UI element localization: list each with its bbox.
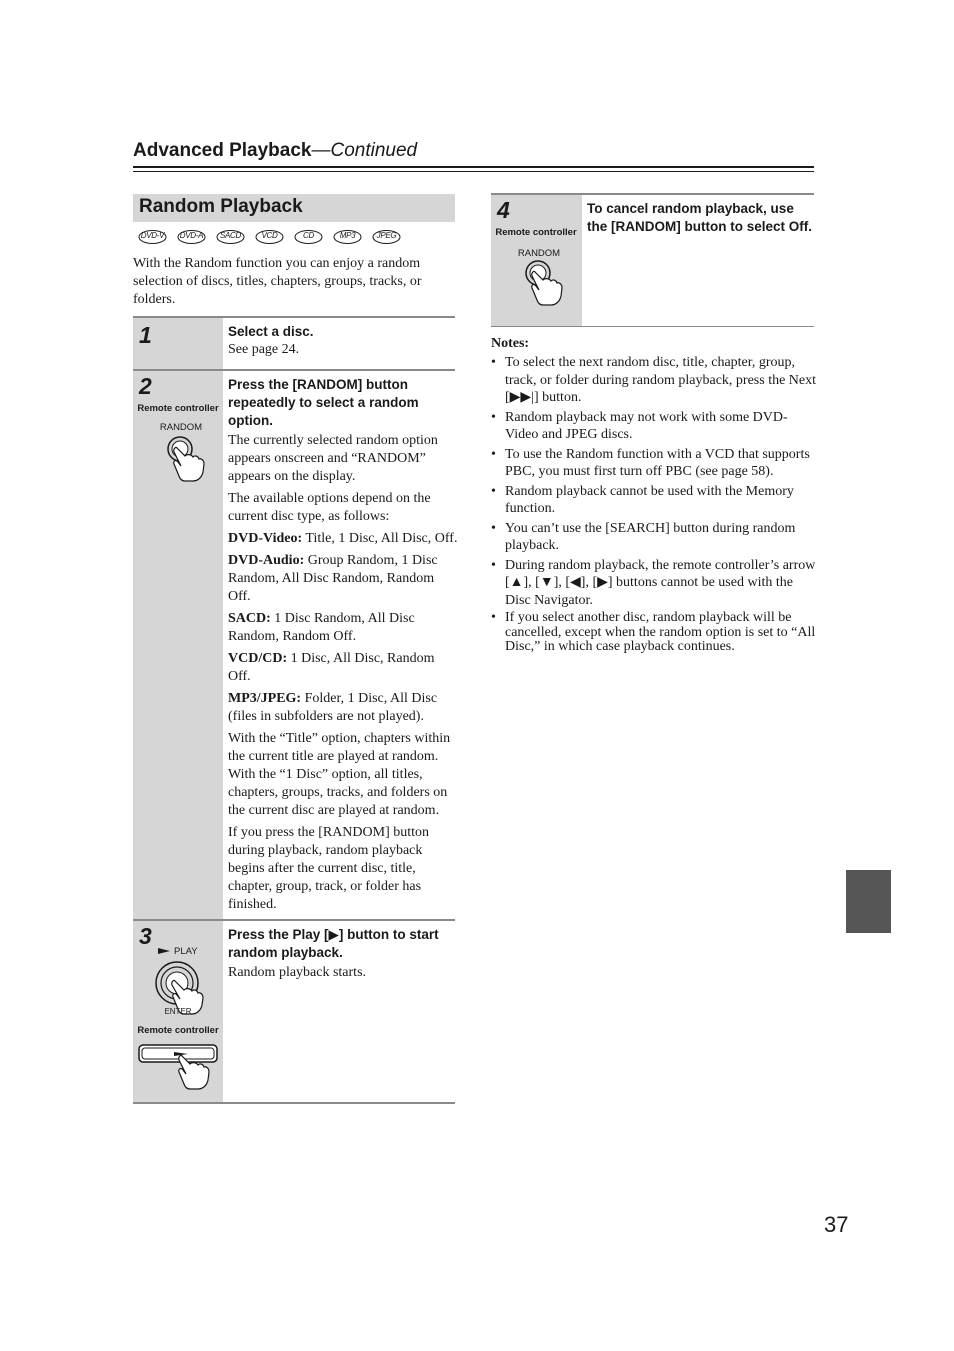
step-4-panel <box>491 195 582 326</box>
step-1-panel <box>133 318 223 369</box>
remote-controller-label: Remote controller <box>137 403 219 414</box>
step-text: See page 24. <box>228 342 300 357</box>
section-header-bar <box>133 194 455 222</box>
step-text: Random playback starts. <box>228 965 367 980</box>
chapter-side-tab <box>846 870 891 933</box>
option-dvd-video: DVD-Video: Title, 1 Disc, All Disc, Off. <box>228 531 458 546</box>
step-text: The available options depend on the current disc type, as follows: <box>228 491 431 524</box>
random-button-label: RANDOM <box>159 422 203 433</box>
step-divider <box>491 326 814 327</box>
header-rule-thin <box>133 171 814 172</box>
step-text: If you press the [RANDOM] button during playback, random playback begins after the current disc, title, chapter, group, track, or folder has finished. <box>228 825 430 912</box>
format-icons <box>138 229 401 245</box>
mp3-logo-icon: MP3 <box>333 229 362 245</box>
step-number: 3 <box>139 923 152 949</box>
sacd-logo-icon: SACD <box>216 229 245 245</box>
step-2-panel <box>133 371 223 919</box>
step-heading: To cancel random playback, use the [RANDOM] button to select Off. <box>587 201 812 234</box>
header-title: Advanced Playback <box>133 140 312 161</box>
step-1-content <box>228 323 458 363</box>
step-2-content <box>228 376 458 918</box>
option-vcd-cd: VCD/CD: 1 Disc, All Disc, Random Off. <box>228 651 435 684</box>
note-item: • Random playback may not work with some DVD-Video and JPEG discs. <box>491 409 816 444</box>
page-number: 37 <box>824 1212 849 1237</box>
option-mp3-jpeg: MP3/JPEG: Folder, 1 Disc, All Disc (files in subfolders are not played). <box>228 691 438 724</box>
step-number: 1 <box>139 322 152 348</box>
remote-controller-label: Remote controller <box>495 227 577 238</box>
step-number: 4 <box>497 197 510 223</box>
step-text: With the “Title” option, chapters within the current title are played at random. With the “1 Disc” option, all titles, chapters, groups, tracks, and folders on the current disc are played at random. <box>228 731 451 818</box>
notes-title: Notes: <box>491 336 530 351</box>
page-header <box>133 140 417 162</box>
random-button-label: RANDOM <box>517 248 561 259</box>
step-heading: Press the Play [▶] button to start random playback. <box>228 927 439 960</box>
cd-logo-icon: CD <box>294 229 323 245</box>
notes-list <box>491 354 816 655</box>
note-item: • During random playback, the remote controller’s arrow [▲], [▼], [◀], [▶] buttons cannot be used with the Disc Navigator. <box>491 557 816 610</box>
enter-label: ENTER <box>164 1007 192 1016</box>
notes-section <box>491 336 816 657</box>
press-random-button-icon <box>521 258 571 308</box>
dvd-audio-logo-icon: DVD-A <box>177 229 206 245</box>
jpeg-logo-icon: JPEG <box>372 229 401 245</box>
vcd-logo-icon: VCD <box>255 229 284 245</box>
step-3-panel <box>133 921 223 1102</box>
step-heading: Press the [RANDOM] button repeatedly to select a random option. <box>228 377 419 428</box>
option-sacd: SACD: 1 Disc Random, All Disc Random, Random Off. <box>228 611 415 644</box>
press-random-button-icon <box>163 434 213 484</box>
remote-controller-label: Remote controller <box>137 1025 219 1036</box>
press-play-remote-button-icon <box>138 1044 220 1096</box>
step-3-content <box>228 926 458 986</box>
note-item: • To use the Random function with a VCD that supports PBC, you must first turn off PBC (see page 58). <box>491 446 816 481</box>
dvd-video-logo-icon: DVD-V <box>138 229 167 245</box>
step-text: The currently selected random option appears onscreen and “RANDOM” appears on the display. <box>228 433 438 484</box>
step-heading: Select a disc. <box>228 324 314 339</box>
section-title: Random Playback <box>139 196 303 217</box>
note-item: • If you select another disc, random playback will be cancelled, except when the random option is set to “All Disc,” in which case playback continues. <box>491 611 816 655</box>
header-rule <box>133 166 814 168</box>
play-arrow-icon <box>158 948 170 954</box>
note-item: • You can’t use the [SEARCH] button during random playback. <box>491 520 816 555</box>
header-continued: —Continued <box>311 140 418 161</box>
step-divider <box>133 1102 455 1104</box>
step-4-content <box>587 200 813 236</box>
intro-paragraph: With the Random function you can enjoy a random selection of discs, titles, chapters, groups, tracks, or folders. <box>133 256 422 307</box>
note-item: • Random playback cannot be used with the Memory function. <box>491 483 816 518</box>
note-item: • To select the next random disc, title, chapter, group, track, or folder during random playback, press the Next [▶▶|] button. <box>491 354 816 407</box>
option-dvd-audio: DVD-Audio: Group Random, 1 Disc Random, All Disc Random, Random Off. <box>228 553 438 604</box>
play-label: PLAY <box>158 946 198 957</box>
step-number: 2 <box>139 373 152 399</box>
